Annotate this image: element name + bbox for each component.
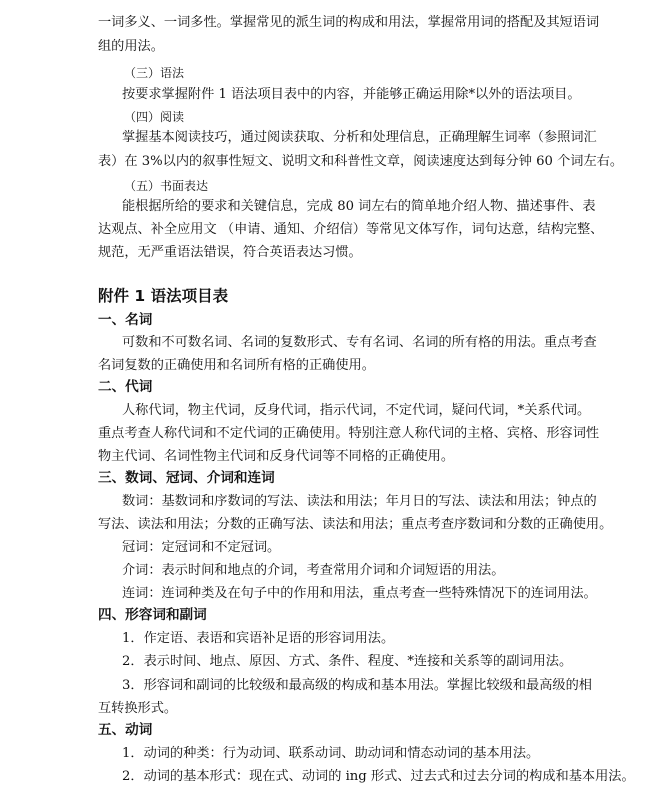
reading-text-line-1: 掌握基本阅读技巧，通过阅读获取、分析和处理信息，正确理解生词率（参照词汇 <box>122 130 597 145</box>
writing-text-line-2: 达观点、补全应用文 （申请、通知、介绍信）等常见文体写作，词句达意，结构完整、 <box>98 222 604 237</box>
conjunction-text: 连词：连词种类及在句子中的作用和用法，重点考查一些特殊情况下的连词用法。 <box>122 586 597 601</box>
verb-item-2: 2．动词的基本形式：现在式、动词的 ing 形式、过去式和过去分词的构成和基本用法。 <box>122 769 635 784</box>
section-heading-adjective-adverb: 四、形容词和副词 <box>98 607 207 623</box>
adjective-item-1: 1．作定语、表语和宾语补足语的形容词用法。 <box>122 631 395 646</box>
reading-text-line-2: 表）在 3%以内的叙事性短文、说明文和科普性文章，阅读速度达到每分钟 60 个词左右。 <box>98 154 624 169</box>
adjective-item-3-line-2: 互转换形式。 <box>98 701 178 716</box>
writing-text-line-1: 能根据所给的要求和关键信息，完成 80 词左右的简单地介绍人物、描述事件、表 <box>122 199 596 214</box>
writing-text-line-3: 规范，无严重语法错误，符合英语表达习惯。 <box>98 245 362 260</box>
numeral-text-line-1: 数词：基数词和序数词的写法、读法和用法；年月日的写法、读法和用法；钟点的 <box>122 494 597 509</box>
writing-subheading: （五）书面表达 <box>124 179 209 193</box>
vocabulary-text-line-2: 组的用法。 <box>98 39 164 54</box>
pronoun-text-line-2: 重点考查人称代词和不定代词的正确使用。特别注意人称代词的主格、宾格、形容词性 <box>98 426 600 441</box>
numeral-text-line-2: 写法、读法和用法；分数的正确写法、读法和用法；重点考查序数词和分数的正确使用。 <box>98 517 613 532</box>
section-heading-verb: 五、动词 <box>98 722 153 738</box>
verb-item-1: 1．动词的种类：行为动词、联系动词、助动词和情态动词的基本用法。 <box>122 746 540 761</box>
section-heading-pronoun: 二、代词 <box>98 379 153 395</box>
section-heading-noun: 一、名词 <box>98 312 153 328</box>
adjective-item-3-line-1: 3．形容词和副词的比较级和最高级的构成和基本用法。掌握比较级和最高级的相 <box>122 678 592 693</box>
pronoun-text-line-3: 物主代词、名词性物主代词和反身代词等不同格的正确使用。 <box>98 449 455 464</box>
noun-text-line-1: 可数和不可数名词、名词的复数形式、专有名词、名词的所有格的用法。重点考查 <box>122 335 597 350</box>
grammar-subheading: （三）语法 <box>124 66 185 80</box>
noun-text-line-2: 名词复数的正确使用和名词所有格的正确使用。 <box>98 358 375 373</box>
appendix-title: 附件 1 语法项目表 <box>98 287 229 305</box>
section-heading-numeral-article-preposition-conjunction: 三、数词、冠词、介词和连词 <box>98 470 275 486</box>
preposition-text: 介词：表示时间和地点的介词，考查常用介词和介词短语的用法。 <box>122 563 505 578</box>
article-text: 冠词：定冠词和不定冠词。 <box>122 540 281 555</box>
pronoun-text-line-1: 人称代词，物主代词，反身代词，指示代词，不定代词，疑问代词，*关系代词。 <box>122 403 591 418</box>
vocabulary-text-line-1: 一词多义、一词多性。掌握常见的派生词的构成和用法，掌握常用词的搭配及其短语词 <box>98 15 600 30</box>
adjective-item-2: 2．表示时间、地点、原因、方式、条件、程度、*连接和关系等的副词用法。 <box>122 654 573 669</box>
reading-subheading: （四）阅读 <box>124 110 185 124</box>
grammar-text: 按要求掌握附件 1 语法项目表中的内容，并能够正确运用除*以外的语法项目。 <box>122 87 581 102</box>
